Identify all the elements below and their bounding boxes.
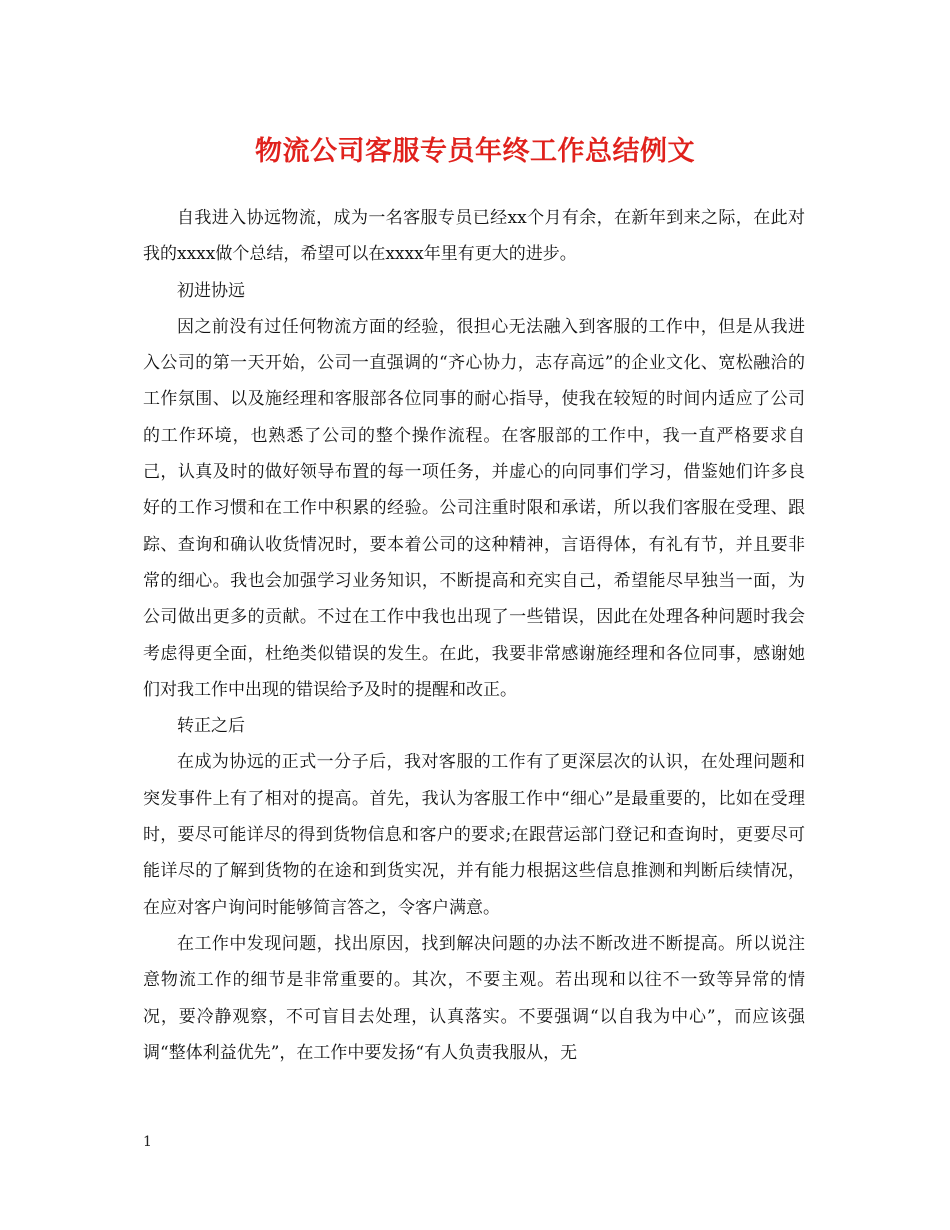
section-heading-initial: 初进协远 xyxy=(177,280,245,301)
section-heading-after-regularization: 转正之后 xyxy=(177,716,245,737)
document-body xyxy=(143,200,805,1071)
document-title: 物流公司客服专员年终工作总结例文 xyxy=(255,136,695,167)
body-paragraph-after-regularization: 在成为协远的正式一分子后，我对客服的工作有了更深层次的认识，在处理问题和突发事件上有了相对的提高。首先，我认为客服工作中“细心”是最重要的，比如在受理时，要尽可能详尽的得到货物信息和客户的要求;在跟营运部门登记和查询时，更要尽可能详尽的了解到货物的在途和到货实况，并有能力根据这些信息推测和判断后续情况，在应对客户询问时能够简言答之，令客户满意。 xyxy=(143,752,805,918)
page-number: 1 xyxy=(143,1134,152,1150)
body-paragraph-initial: 因之前没有过任何物流方面的经验，很担心无法融入到客服的工作中，但是从我进入公司的第一天开始，公司一直强调的“齐心协力，志存高远”的企业文化、宽松融洽的工作氛围、以及施经理和客服部各位同事的耐心指导，使我在较短的时间内适应了公司的工作环境，也熟悉了公司的整个操作流程。在客服部的工作中，我一直严格要求自己，认真及时的做好领导布置的每一项任务，并虚心的向同事们学习，借鉴她们许多良好的工作习惯和在工作中积累的经验。公司注重时限和承诺，所以我们客服在受理、跟踪、查询和确认收货情况时，要本着公司的这种精神，言语得体，有礼有节，并且要非常的细心。我也会加强学习业务知识，不断提高和充实自己，希望能尽早独当一面，为公司做出更多的贡献。不过在工作中我也出现了一些错误，因此在处理各种问题时我会考虑得更全面，杜绝类似错误的发生。在此，我要非常感谢施经理和各位同事，感谢她们对我工作中出现的错误给予及时的提醒和改正。 xyxy=(143,316,805,700)
intro-paragraph: 自我进入协远物流，成为一名客服专员已经xx个月有余，在新年到来之际，在此对我的xxxx做个总结，希望可以在xxxx年里有更大的进步。 xyxy=(143,208,805,265)
body-paragraph-problem-solving: 在工作中发现问题，找出原因，找到解决问题的办法不断改进不断提高。所以说注意物流工作的细节是非常重要的。其次，不要主观。若出现和以往不一致等异常的情况，要冷静观察，不可盲目去处理，认真落实。不要强调“以自我为中心”，而应该强调“整体利益优先”，在工作中要发扬“有人负责我服从，无 xyxy=(143,933,805,1063)
